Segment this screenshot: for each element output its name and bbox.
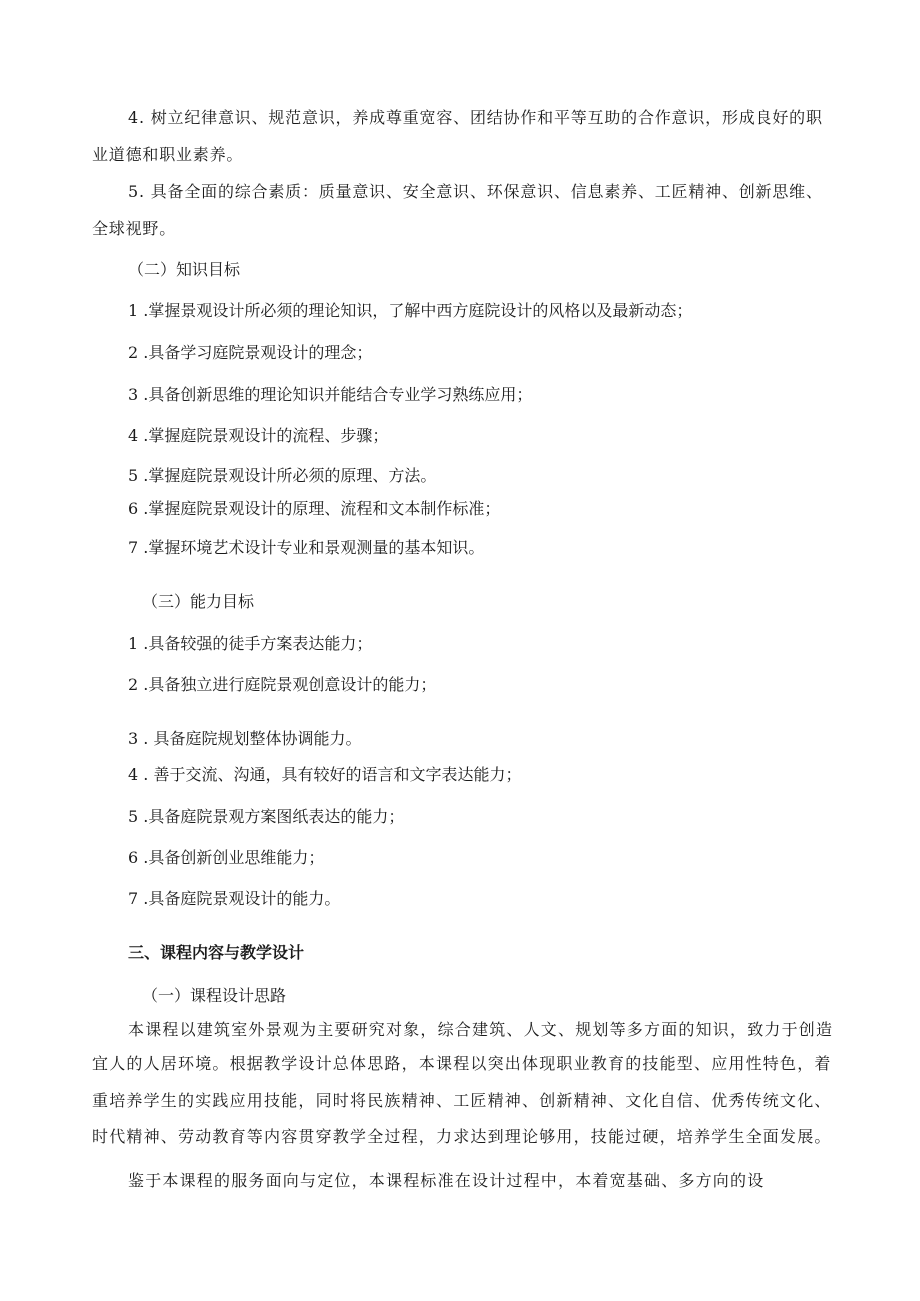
list-item <box>128 466 436 486</box>
list-item-text: .掌握庭院景观设计的原理、流程和文本制作标准； <box>143 499 501 518</box>
list-number: 3 <box>128 729 139 748</box>
paragraph-line: 鉴于本课程的服务面向与定位，本课程标准在设计过程中，本着宽基础、多方向的设 <box>128 1171 765 1190</box>
list-item-text: . 树立纪律意识、规范意识，养成尊重宽容、团结协作和平等互助的合作意识，形成良好的职 <box>138 108 823 127</box>
paragraph-line: 重培养学生的实践应用技能，同时将民族精神、工匠精神、创新精神、文化自信、优秀传统文化、 <box>92 1091 832 1110</box>
list-item <box>128 343 372 363</box>
list-item <box>128 848 324 868</box>
section-heading: 三、课程内容与教学设计 <box>128 943 305 962</box>
list-item <box>128 538 484 558</box>
list-item-text: .具备创新思维的理论知识并能结合专业学习熟练应用； <box>143 385 533 404</box>
list-number: 1 <box>128 301 139 320</box>
list-item-text: .掌握庭院景观设计所必须的原理、方法。 <box>143 466 437 485</box>
list-item <box>128 807 404 827</box>
list-item-text: .具备庭院景观方案图纸表达的能力； <box>143 807 405 826</box>
list-number: 4 <box>128 765 139 784</box>
list-item <box>128 385 532 405</box>
list-number: 7 <box>128 538 139 557</box>
paragraph-line: 时代精神、劳动教育等内容贯穿教学全过程，力求达到理论够用，技能过硬，培养学生全面发展。 <box>92 1127 832 1146</box>
list-item <box>128 634 372 654</box>
subsection-heading: （一）课程设计思路 <box>142 986 287 1005</box>
list-number: 7 <box>128 889 139 908</box>
list-item-text: .具备创新创业思维能力； <box>143 848 325 867</box>
list-item <box>128 729 361 749</box>
list-item <box>128 426 388 446</box>
list-item <box>128 765 521 785</box>
knowledge-goals-heading: （二）知识目标 <box>128 260 241 279</box>
ability-goals-heading: （三）能力目标 <box>142 592 255 611</box>
list-number: 5 <box>128 807 139 826</box>
list-number: 2 <box>128 675 139 694</box>
list-number: 1 <box>128 634 139 653</box>
paragraph-line: 宜人的人居环境。根据教学设计总体思路，本课程以突出体现职业教育的技能型、应用性特色，着 <box>92 1054 832 1073</box>
quality-goal-4-line2: 业道德和职业素养。 <box>92 145 244 164</box>
list-item <box>128 675 436 695</box>
list-item <box>128 301 692 321</box>
list-item-text: . 善于交流、沟通，具有较好的语言和文字表达能力； <box>143 765 522 784</box>
paragraph-line: 本课程以建筑室外景观为主要研究对象，综合建筑、人文、规划等多方面的知识，致力于创造 <box>128 1020 834 1039</box>
list-item-text: . 具备全面的综合素质：质量意识、安全意识、环保意识、信息素养、工匠精神、创新思维、 <box>138 182 823 201</box>
quality-goal-4-line1 <box>128 108 823 128</box>
list-number: 4 <box>128 108 139 127</box>
list-item-text: .具备独立进行庭院景观创意设计的能力； <box>143 675 437 694</box>
list-item-text: .具备学习庭院景观设计的理念； <box>143 343 373 362</box>
list-number: 5 <box>128 466 139 485</box>
quality-goal-5-line2: 全球视野。 <box>92 219 177 238</box>
list-item-text: .掌握庭院景观设计的流程、步骤； <box>143 426 389 445</box>
list-number: 5 <box>128 182 139 201</box>
list-item-text: .具备庭院景观设计的能力。 <box>143 889 341 908</box>
list-item-text: .掌握景观设计所必须的理论知识，了解中西方庭院设计的风格以及最新动态； <box>143 301 693 320</box>
list-item <box>128 889 340 909</box>
list-item-text: .具备较强的徒手方案表达能力； <box>143 634 373 653</box>
list-item-text: .掌握环境艺术设计专业和景观测量的基本知识。 <box>143 538 485 557</box>
list-number: 4 <box>128 426 139 445</box>
list-item <box>128 499 500 519</box>
list-number: 3 <box>128 385 139 404</box>
quality-goal-5-line1 <box>128 182 823 202</box>
list-item-text: . 具备庭院规划整体协调能力。 <box>143 729 362 748</box>
list-number: 2 <box>128 343 139 362</box>
list-number: 6 <box>128 499 139 518</box>
list-number: 6 <box>128 848 139 867</box>
